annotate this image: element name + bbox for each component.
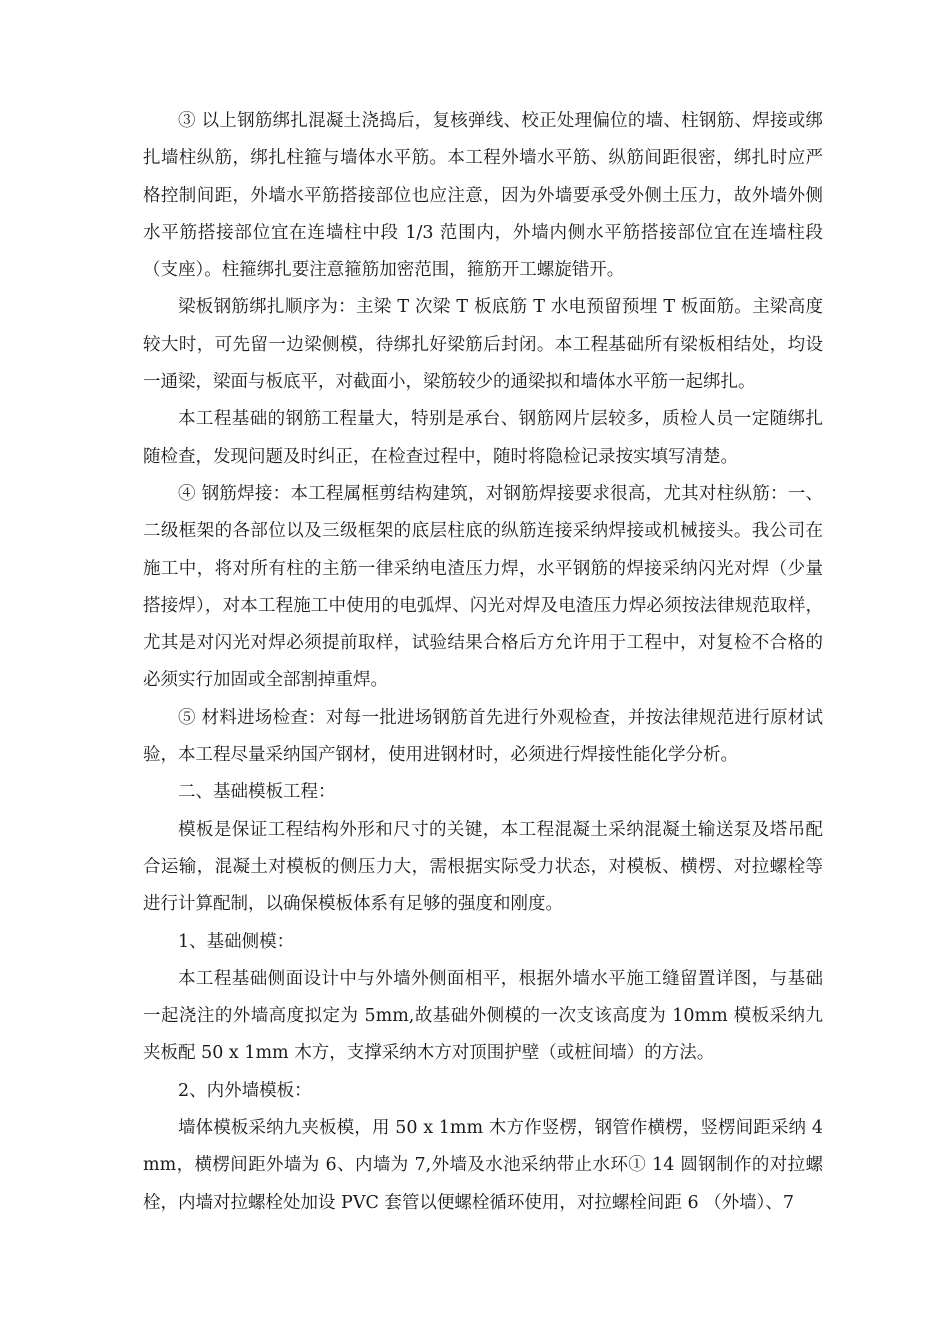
paragraph-formwork-intro: 模板是保证工程结构外形和尺寸的关键，本工程混凝土采纳混凝土输送泵及塔吊配合运输，混凝土对模板的侧压力大，需根据实际受力状态，对模板、横楞、对拉螺栓等进行计算配制，以确保模板体系有足够的强度和刚度。: [143, 819, 823, 915]
heading-foundation-side-form: 1、基础侧模：: [178, 931, 295, 952]
paragraph-inspection: 本工程基础的钢筋工程量大，特别是承台、钢筋网片层较多，质检人员一定随绑扎随检查，发现问题及时纠正，在检查过程中，随时将隐检记录按实填写清楚。: [143, 409, 823, 467]
paragraph-rebar-welding: ④ 钢筋焊接：本工程属框剪结构建筑，对钢筋焊接要求很高，尤其对柱纵筋：一、二级框架的各部位以及三级框架的底层柱底的纵筋连接采纳焊接或机械接头。我公司在施工中，将对所有柱的主筋一律采纳电渣压力焊，水平钢筋的焊接采纳闪光对焊（少量搭接焊），对本工程施工中使用的电弧焊、闪光对焊及电渣压力焊必须按法律规范取样，尤其是对闪光对焊必须提前取样，试验结果合格后方允许用于工程中，对复检不合格的必须实行加固或全部割掉重焊。: [143, 483, 823, 691]
paragraph-rebar-wall-column: ③ 以上钢筋绑扎混凝土浇捣后，复核弹线、校正处理偏位的墙、柱钢筋、焊接或绑扎墙柱纵筋，绑扎柱箍与墙体水平筋。本工程外墙水平筋、纵筋间距很密，绑扎时应严格控制间距，外墙水平筋搭接部位也应注意，因为外墙要承受外侧土压力，故外墙外侧水平筋搭接部位宜在连墙柱中段 1/3 范围内，外墙内侧水平筋搭接部位宜在连墙柱段（支座）。柱箍绑扎要注意箍筋加密范围，箍筋开工螺旋错开。: [143, 111, 823, 281]
paragraph-material-check: ⑤ 材料进场检查：对每一批进场钢筋首先进行外观检查，并按法律规范进行原材试验，本工程尽量采纳国产钢材，使用进钢材时，必须进行焊接性能化学分析。: [143, 707, 823, 766]
paragraph-wall-formwork: 墙体模板采纳九夹板模，用 50 x 1mm 木方作竖楞，钢管作横楞，竖楞间距采纳 4mm，横楞间距外墙为 6、内墙为 7,外墙及水池采纳带止水环① 14 圆钢制作的对拉螺栓，内墙对拉螺栓处加设 PVC 套管以便螺栓循环使用，对拉螺栓间距 6 （外墙）、7: [143, 1118, 823, 1213]
paragraph-side-form: 本工程基础侧面设计中与外墙外侧面相平，根据外墙水平施工缝留置详图，与基础一起浇注的外墙高度拟定为 5mm,故基础外侧模的一次支该高度为 10mm 模板采纳九夹板配 50 x 1mm 木方，支撑采纳木方对顶围护壁（或桩间墙）的方法。: [143, 968, 823, 1064]
document-body: [143, 103, 823, 1222]
heading-wall-formwork: 2、内外墙模板：: [178, 1080, 312, 1101]
heading-foundation-formwork: 二、基础模板工程：: [178, 782, 336, 803]
paragraph-beam-slab-order: 梁板钢筋绑扎顺序为：主梁 T 次梁 T 板底筋 T 水电预留预埋 T 板面筋。主梁高度较大时，可先留一边梁侧模，待绑扎好梁筋后封闭。本工程基础所有梁板相结处，均设一通梁，梁面与板底平，对截面小，梁筋较少的通梁拟和墙体水平筋一起绑扎。: [143, 297, 823, 393]
